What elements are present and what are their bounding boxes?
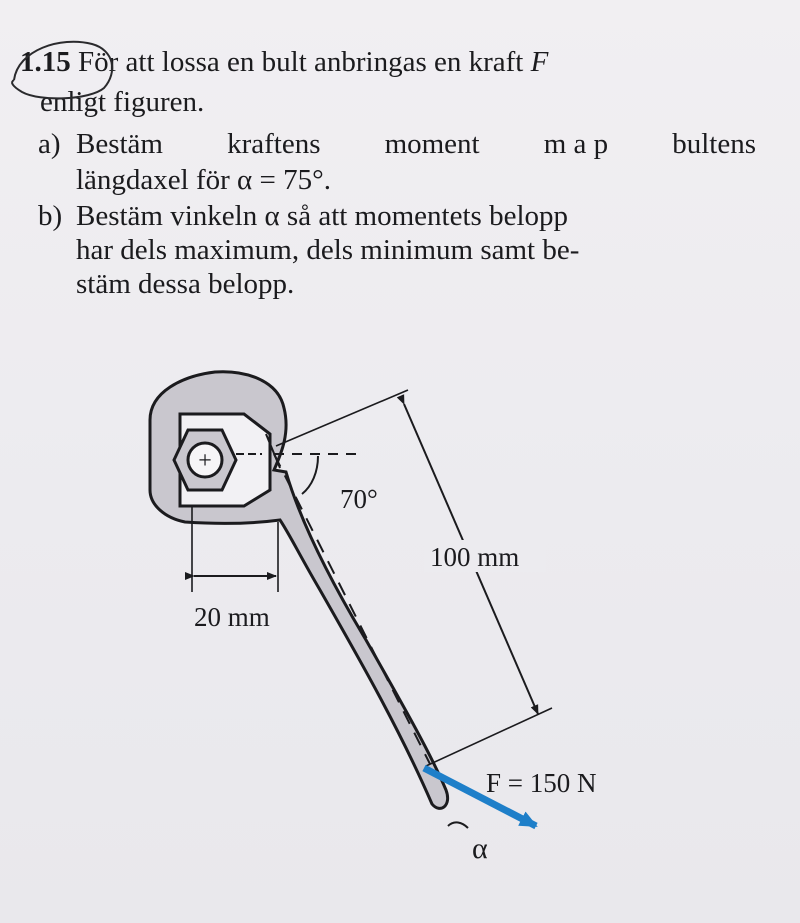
handwritten-circle	[12, 42, 112, 99]
force-label: F = 150 N	[486, 768, 597, 798]
angle-label: 70°	[340, 484, 378, 514]
alpha-label: α	[472, 832, 488, 865]
force-variable: F	[530, 46, 549, 78]
part-a-word: bultens	[672, 128, 756, 160]
part-a-word: Bestäm	[76, 128, 163, 160]
problem-line-2: enligt figuren.	[40, 86, 205, 118]
part-b-marker: b)	[38, 200, 63, 232]
alpha-arc	[448, 822, 468, 828]
part-b-line-2: har dels maximum, dels minimum samt be-	[76, 234, 580, 266]
dimension-extension-top	[276, 390, 408, 446]
length-label: 100 mm	[430, 542, 520, 572]
problem-intro: För att lossa en bult anbringas en kraft	[78, 46, 524, 78]
part-a-line-2: längdaxel för α = 75°.	[76, 164, 331, 196]
angle-arc	[302, 456, 318, 494]
part-b-line-3: stäm dessa belopp.	[76, 268, 295, 300]
width-label: 20 mm	[194, 602, 270, 632]
part-a-marker: a)	[38, 128, 61, 160]
problem-number: 1.15	[20, 46, 71, 78]
bolt-symbol: +	[198, 448, 212, 474]
part-a-word: moment	[384, 128, 480, 160]
part-b-line-1: Bestäm vinkeln α så att momentets belopp	[76, 200, 568, 232]
dimension-extension-bottom	[426, 708, 552, 766]
part-a-word: m a p	[543, 128, 609, 160]
part-a-word: kraftens	[227, 128, 321, 160]
